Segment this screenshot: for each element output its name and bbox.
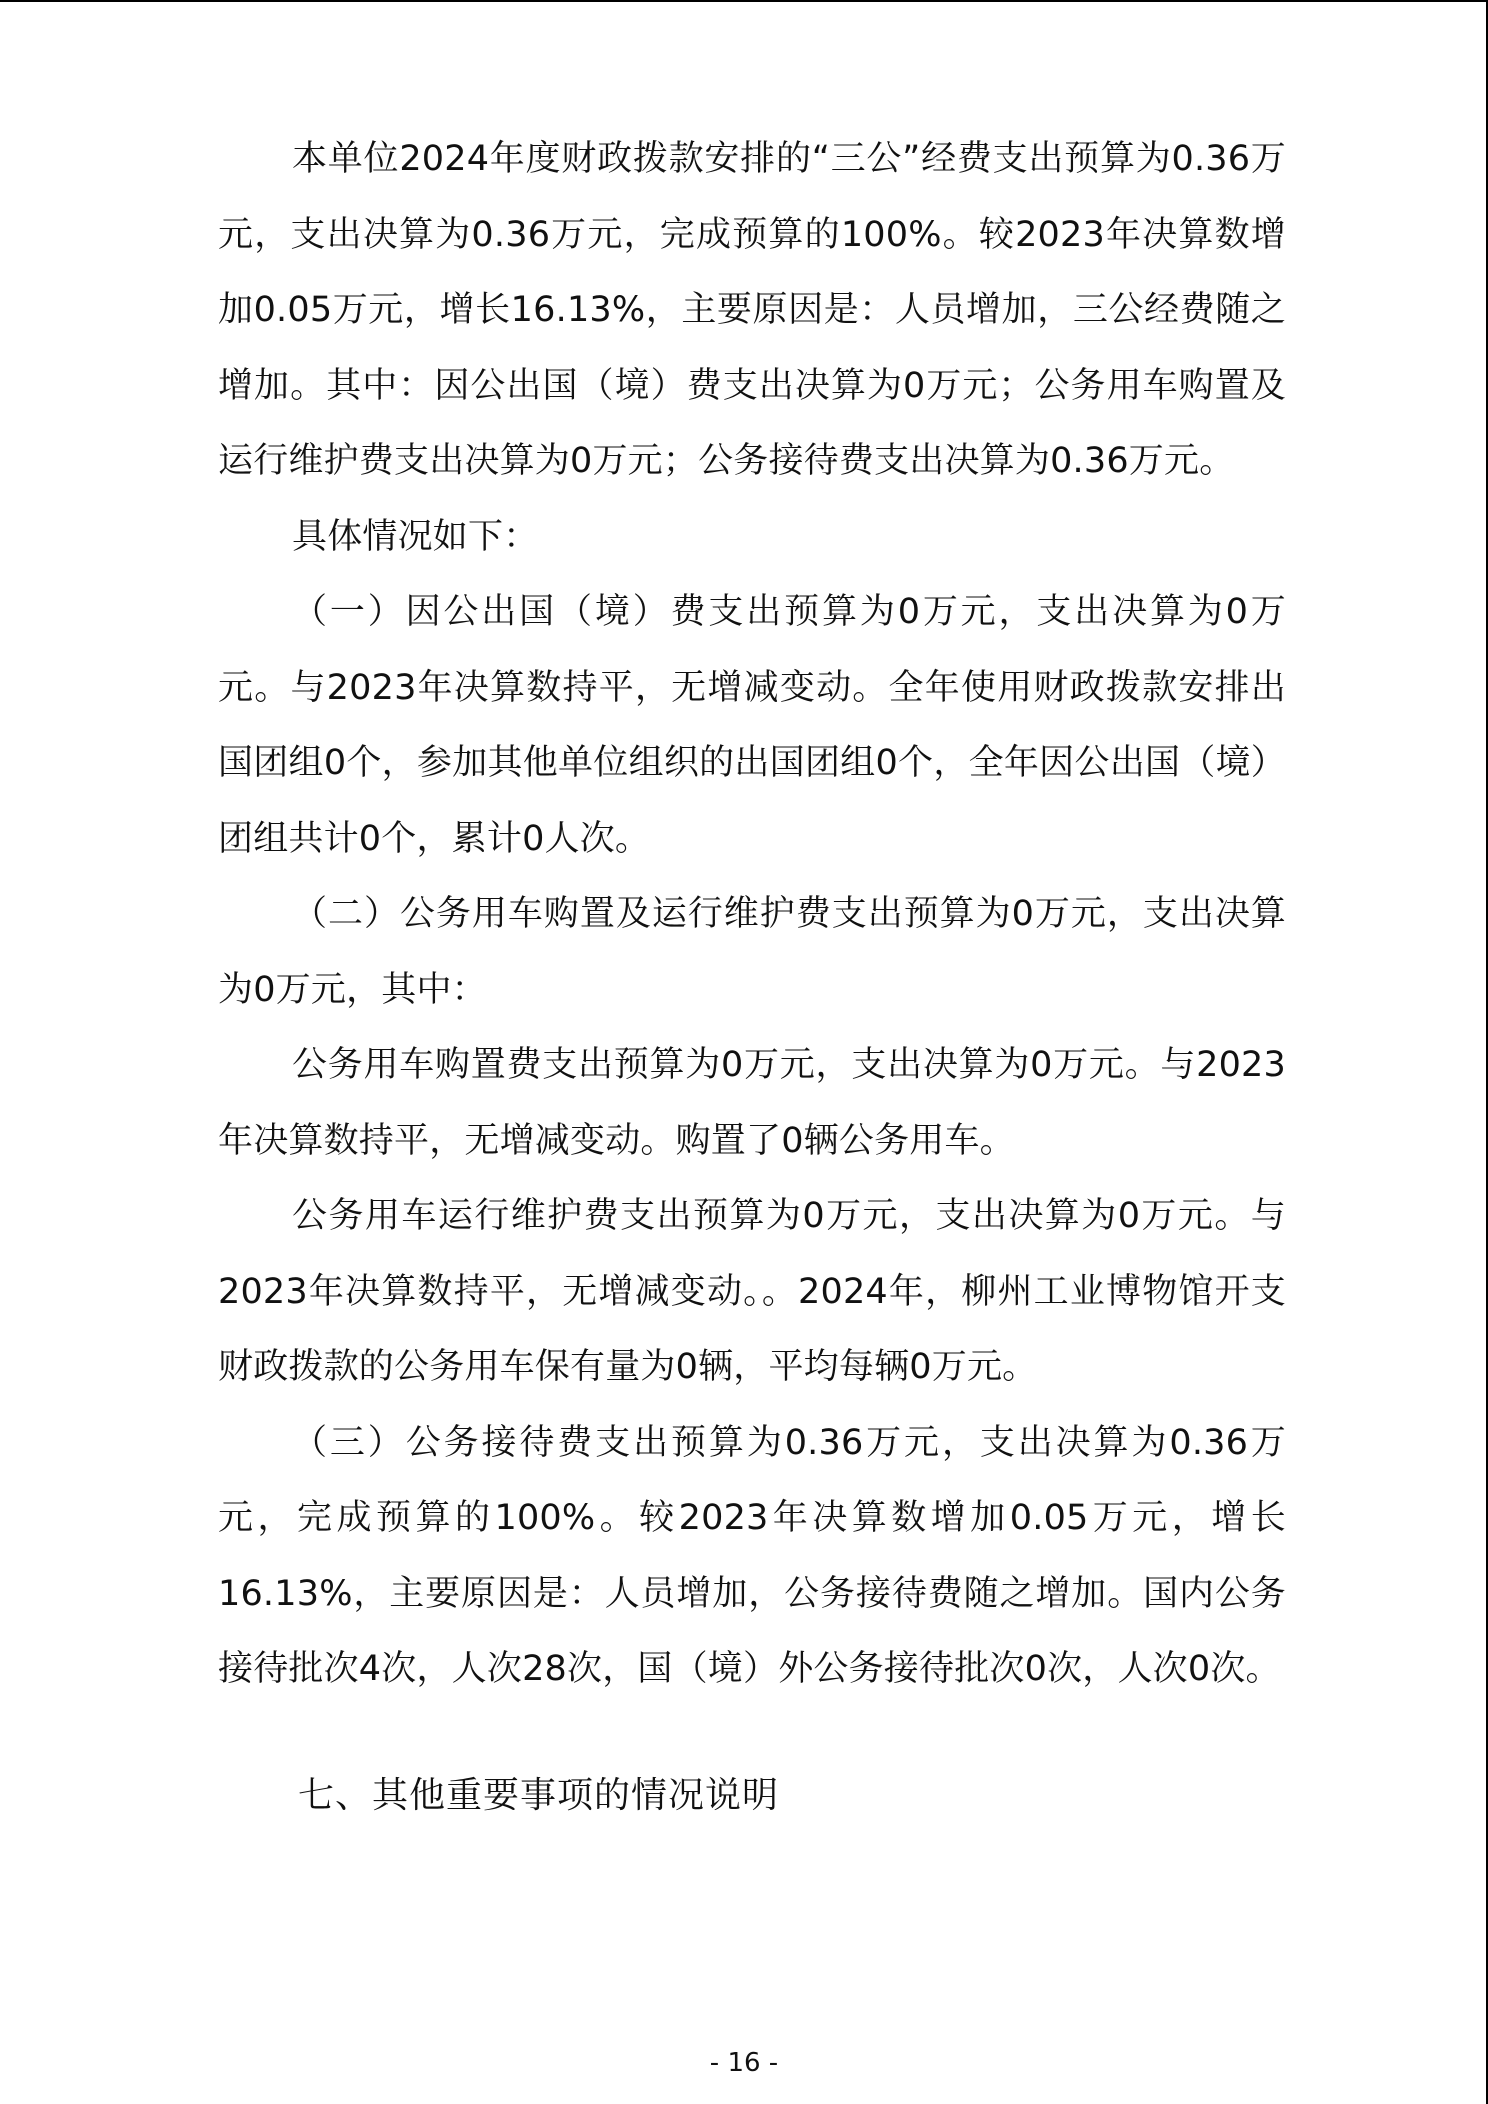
page-number: - 16 - <box>709 2048 779 2078</box>
paragraph-vehicle-overview: （二）公务用车购置及运行维护费支出预算为0万元，支出决算为0万元，其中： <box>218 894 1286 1010</box>
paragraph-vehicle-maintenance: 公务用车运行维护费支出预算为0万元，支出决算为0万元。与2023年决算数持平，无增减变动。。2024年，柳州工业博物馆开支财政拨款的公务用车保有量为0辆，平均每辆0万元。 <box>218 1196 1286 1387</box>
paragraph-sangong-summary: 本单位2024年度财政拨款安排的“三公”经费支出预算为0.36万元，支出决算为0.36万元，完成预算的100%。较2023年决算数增加0.05万元，增长16.13%，主要原因是：人员增加，三公经费随之增加。其中：因公出国（境）费支出决算为0万元；公务用车购置及运行维护费支出决算为0万元；公务接待费支出决算为0.36万元。 <box>218 139 1286 481</box>
paragraph-reception: （三）公务接待费支出预算为0.36万元，支出决算为0.36万元，完成预算的100%。较2023年决算数增加0.05万元，增长16.13%，主要原因是：人员增加，公务接待费随之增加。国内公务接待批次4次，人次28次，国（境）外公务接待批次0次，人次0次。 <box>218 1422 1286 1689</box>
paragraph-overseas-travel: （一）因公出国（境）费支出预算为0万元，支出决算为0万元。与2023年决算数持平，无增减变动。全年使用财政拨款安排出国团组0个，参加其他单位组织的出国团组0个，全年因公出国（境）团组共计0个，累计0人次。 <box>218 592 1286 859</box>
section-heading: 七、其他重要事项的情况说明 <box>298 1774 780 1816</box>
paragraph-vehicle-purchase: 公务用车购置费支出预算为0万元，支出决算为0万元。与2023年决算数持平，无增减变动。购置了0辆公务用车。 <box>218 1045 1286 1161</box>
paragraph-details-intro: 具体情况如下： <box>292 516 539 557</box>
document-body <box>218 122 1286 1826</box>
